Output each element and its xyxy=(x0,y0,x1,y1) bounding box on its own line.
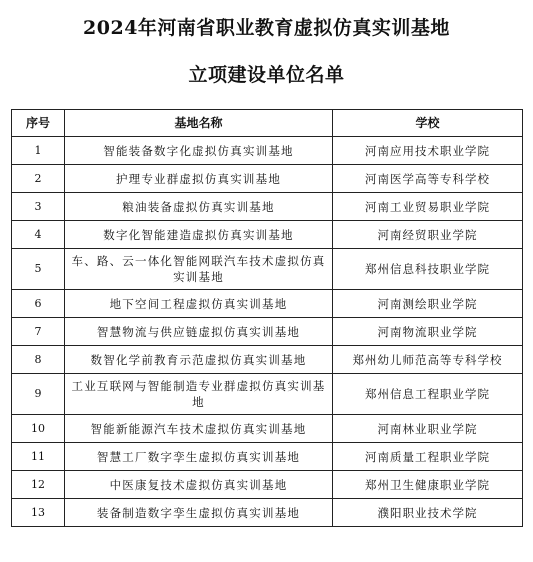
row-number: 12 xyxy=(12,471,65,499)
row-base-name: 数智化学前教育示范虚拟仿真实训基地 xyxy=(65,346,333,374)
row-number: 6 xyxy=(12,290,65,318)
row-number: 3 xyxy=(12,193,65,221)
table-row xyxy=(12,415,523,443)
table-row xyxy=(12,165,523,193)
row-school: 河南医学高等专科学校 xyxy=(333,165,523,193)
column-header-base-name: 基地名称 xyxy=(65,110,333,137)
row-base-name: 数字化智能建造虚拟仿真实训基地 xyxy=(65,221,333,249)
row-number: 8 xyxy=(12,346,65,374)
row-school: 河南应用技术职业学院 xyxy=(333,137,523,165)
column-header-number: 序号 xyxy=(12,110,65,137)
row-number: 2 xyxy=(12,165,65,193)
row-base-name: 智能装备数字化虚拟仿真实训基地 xyxy=(65,137,333,165)
table-row xyxy=(12,374,523,415)
row-school: 郑州信息工程职业学院 xyxy=(333,374,523,415)
table-row xyxy=(12,499,523,527)
table-row xyxy=(12,346,523,374)
document-subtitle: 立项建设单位名单 xyxy=(188,64,345,86)
row-number: 1 xyxy=(12,137,65,165)
row-number: 10 xyxy=(12,415,65,443)
document-title: 2024年河南省职业教育虚拟仿真实训基地 xyxy=(83,17,450,39)
row-base-name: 智能新能源汽车技术虚拟仿真实训基地 xyxy=(65,415,333,443)
row-base-name: 智慧物流与供应链虚拟仿真实训基地 xyxy=(65,318,333,346)
row-school: 河南经贸职业学院 xyxy=(333,221,523,249)
row-number: 13 xyxy=(12,499,65,527)
row-school: 河南质量工程职业学院 xyxy=(333,443,523,471)
row-base-name: 工业互联网与智能制造专业群虚拟仿真实训基地 xyxy=(65,374,333,415)
row-number: 7 xyxy=(12,318,65,346)
column-header-school: 学校 xyxy=(333,110,523,137)
row-base-name: 地下空间工程虚拟仿真实训基地 xyxy=(65,290,333,318)
row-school: 濮阳职业技术学院 xyxy=(333,499,523,527)
table-row xyxy=(12,290,523,318)
row-number: 5 xyxy=(12,249,65,290)
row-school: 河南工业贸易职业学院 xyxy=(333,193,523,221)
base-list-table xyxy=(11,109,523,527)
row-school: 郑州幼儿师范高等专科学校 xyxy=(333,346,523,374)
table-row xyxy=(12,443,523,471)
row-number: 11 xyxy=(12,443,65,471)
row-school: 郑州信息科技职业学院 xyxy=(333,249,523,290)
table-row xyxy=(12,249,523,290)
row-number: 9 xyxy=(12,374,65,415)
row-number: 4 xyxy=(12,221,65,249)
row-school: 河南林业职业学院 xyxy=(333,415,523,443)
row-school: 郑州卫生健康职业学院 xyxy=(333,471,523,499)
table-row xyxy=(12,471,523,499)
table-header-row xyxy=(12,110,523,137)
row-base-name: 智慧工厂数字孪生虚拟仿真实训基地 xyxy=(65,443,333,471)
row-school: 河南测绘职业学院 xyxy=(333,290,523,318)
row-base-name: 护理专业群虚拟仿真实训基地 xyxy=(65,165,333,193)
row-base-name: 车、路、云一体化智能网联汽车技术虚拟仿真实训基地 xyxy=(65,249,333,290)
row-school: 河南物流职业学院 xyxy=(333,318,523,346)
table-row xyxy=(12,193,523,221)
table-row xyxy=(12,137,523,165)
row-base-name: 粮油装备虚拟仿真实训基地 xyxy=(65,193,333,221)
row-base-name: 装备制造数字孪生虚拟仿真实训基地 xyxy=(65,499,333,527)
table-row xyxy=(12,221,523,249)
table-row xyxy=(12,318,523,346)
row-base-name: 中医康复技术虚拟仿真实训基地 xyxy=(65,471,333,499)
